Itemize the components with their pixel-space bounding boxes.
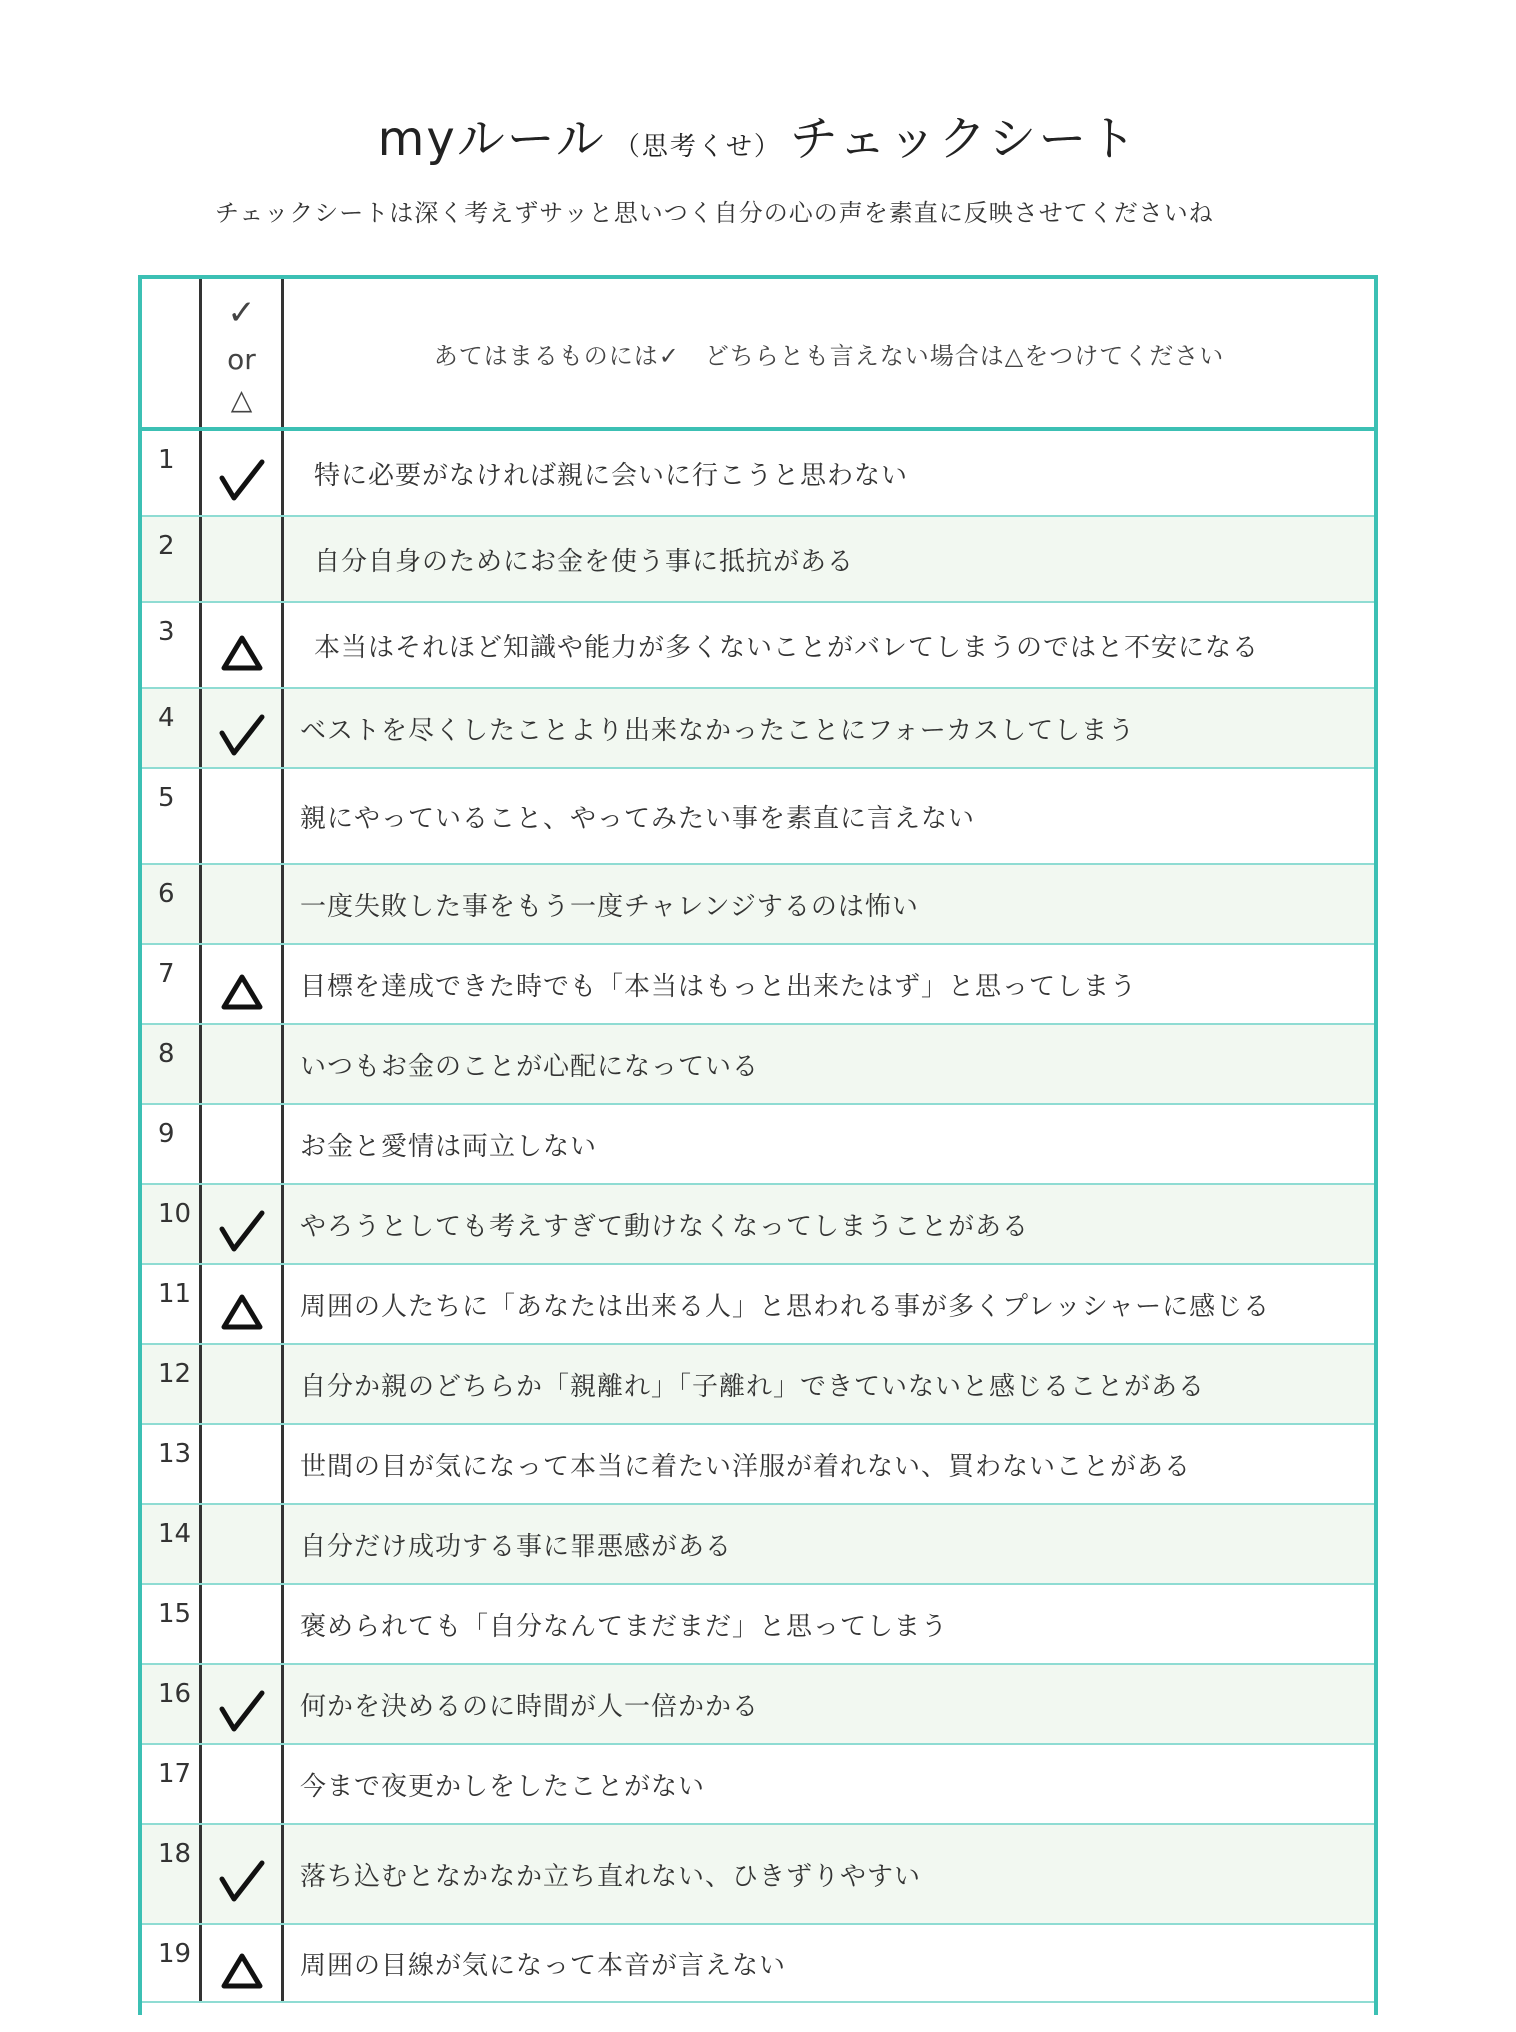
row-number: 8 [158, 1039, 175, 1069]
row-number-cell [142, 1585, 202, 1663]
triangle-icon [212, 1283, 272, 1343]
row-number-cell [142, 1025, 202, 1103]
row-mark-cell[interactable] [202, 1665, 284, 1743]
row-statement: 自分だけ成功する事に罪悪感がある [300, 1531, 733, 1562]
table-row [142, 1505, 1374, 1585]
triangle-icon [212, 624, 272, 684]
table-row [142, 865, 1374, 945]
row-number-cell [142, 431, 202, 515]
table-row [142, 1185, 1374, 1265]
row-mark-cell[interactable] [202, 517, 284, 601]
row-statement: 周囲の目線が気になって本音が言えない [300, 1950, 787, 1981]
table-row [142, 1745, 1374, 1825]
table-row [142, 1665, 1374, 1745]
table-row [142, 945, 1374, 1025]
row-number: 11 [158, 1279, 192, 1309]
row-mark-cell[interactable] [202, 603, 284, 687]
table-row [142, 769, 1374, 865]
row-number: 6 [158, 879, 175, 909]
row-statement: 何かを決めるのに時間が人一倍かかる [300, 1691, 760, 1722]
row-number: 16 [158, 1679, 192, 1709]
row-number-cell [142, 1825, 202, 1923]
row-statement: いつもお金のことが心配になっている [300, 1051, 760, 1082]
header-or: or [227, 343, 256, 376]
row-statement: ベストを尽くしたことより出来なかったことにフォーカスしてしまう [300, 715, 1136, 746]
row-mark-cell[interactable] [202, 1265, 284, 1343]
row-number: 5 [158, 783, 175, 813]
title-sub: （思考くせ） [613, 132, 782, 162]
row-number: 17 [158, 1759, 192, 1789]
row-mark-cell[interactable] [202, 1825, 284, 1923]
row-number: 18 [158, 1839, 192, 1869]
row-number: 13 [158, 1439, 192, 1469]
row-number: 19 [158, 1939, 192, 1969]
check-icon [212, 1683, 272, 1743]
table-row [142, 1425, 1374, 1505]
table-row [142, 1925, 1374, 2003]
header-instruction: あてはまるものには✓ どちらとも言えない場合は△をつけてください [433, 341, 1225, 370]
row-number: 14 [158, 1519, 192, 1549]
row-statement: 周囲の人たちに「あなたは出来る人」と思われる事が多くプレッシャーに感じる [300, 1291, 1271, 1322]
row-mark-cell[interactable] [202, 769, 284, 863]
row-number: 4 [158, 703, 175, 733]
row-mark-cell[interactable] [202, 1025, 284, 1103]
row-number: 2 [158, 531, 175, 561]
header-number-cell [142, 279, 202, 427]
row-number-cell [142, 1185, 202, 1263]
row-number: 3 [158, 617, 175, 647]
check-icon [212, 707, 272, 767]
row-mark-cell[interactable] [202, 945, 284, 1023]
row-number-cell [142, 945, 202, 1023]
row-statement: 自分自身のためにお金を使う事に抵抗がある [314, 546, 855, 577]
page-title [0, 100, 1516, 169]
triangle-icon [212, 1942, 272, 2002]
row-mark-cell[interactable] [202, 1185, 284, 1263]
row-mark-cell[interactable] [202, 1345, 284, 1423]
row-number: 15 [158, 1599, 192, 1629]
row-mark-cell[interactable] [202, 865, 284, 943]
row-mark-cell[interactable] [202, 1925, 284, 2001]
row-number-cell [142, 603, 202, 687]
row-mark-cell[interactable] [202, 689, 284, 767]
row-number-cell [142, 1505, 202, 1583]
row-number: 12 [158, 1359, 192, 1389]
row-number: 1 [158, 445, 175, 475]
table-row [142, 1345, 1374, 1425]
triangle-icon: △ [230, 383, 253, 416]
row-number-cell [142, 1665, 202, 1743]
row-mark-cell[interactable] [202, 1505, 284, 1583]
table-row [142, 1025, 1374, 1105]
table-row [142, 431, 1374, 517]
subtitle: チェックシートは深く考えずサッと思いつく自分の心の声を素直に反映させてくださいね [215, 199, 1214, 227]
row-number-cell [142, 517, 202, 601]
row-statement: お金と愛情は両立しない [300, 1131, 598, 1162]
row-number-cell [142, 1105, 202, 1183]
row-mark-cell[interactable] [202, 1585, 284, 1663]
table-row [142, 689, 1374, 769]
row-number-cell [142, 1925, 202, 2001]
check-icon: ✓ [227, 293, 256, 333]
row-statement: 特に必要がなければ親に会いに行こうと思わない [314, 460, 909, 491]
row-mark-cell[interactable] [202, 431, 284, 515]
row-statement: やろうとしても考えすぎて動けなくなってしまうことがある [300, 1211, 1030, 1242]
row-number: 9 [158, 1119, 175, 1149]
check-icon [212, 1853, 272, 1913]
row-statement: 一度失敗した事をもう一度チャレンジするのは怖い [300, 891, 919, 922]
table-row [142, 1585, 1374, 1665]
row-statement: 自分か親のどちらか「親離れ」「子離れ」できていないと感じることがある [300, 1371, 1206, 1402]
table-body [142, 431, 1374, 2003]
row-mark-cell[interactable] [202, 1425, 284, 1503]
row-statement: 本当はそれほど知識や能力が多くないことがバレてしまうのではと不安になる [314, 632, 1260, 663]
check-icon [212, 452, 272, 512]
title-main-1: myルール [377, 111, 606, 167]
table-row [142, 1265, 1374, 1345]
row-number-cell [142, 1745, 202, 1823]
row-statement: 親にやっていること、やってみたい事を素直に言えない [300, 803, 976, 834]
row-number-cell [142, 689, 202, 767]
row-statement: 褒められても「自分なんてまだまだ」と思ってしまう [300, 1611, 949, 1642]
header-mark-cell [202, 279, 284, 427]
check-icon [212, 1203, 272, 1263]
row-mark-cell[interactable] [202, 1745, 284, 1823]
row-statement: 世間の目が気になって本当に着たい洋服が着れない、買わないことがある [300, 1451, 1192, 1482]
row-number-cell [142, 1345, 202, 1423]
row-number: 7 [158, 959, 175, 989]
check-sheet-table [138, 275, 1378, 2015]
row-number-cell [142, 769, 202, 863]
row-number-cell [142, 1265, 202, 1343]
row-statement: 落ち込むとなかなか立ち直れない、ひきずりやすい [300, 1861, 922, 1892]
table-row [142, 517, 1374, 603]
title-main-2: チェックシート [789, 111, 1139, 167]
row-mark-cell[interactable] [202, 1105, 284, 1183]
row-number-cell [142, 865, 202, 943]
row-statement: 今まで夜更かしをしたことがない [300, 1771, 706, 1802]
row-number: 10 [158, 1199, 192, 1229]
table-row [142, 1105, 1374, 1185]
table-row [142, 603, 1374, 689]
row-number-cell [142, 1425, 202, 1503]
table-header [142, 279, 1374, 431]
triangle-icon [212, 963, 272, 1023]
table-row [142, 1825, 1374, 1925]
row-statement: 目標を達成できた時でも「本当はもっと出来たはず」と思ってしまう [300, 971, 1138, 1002]
